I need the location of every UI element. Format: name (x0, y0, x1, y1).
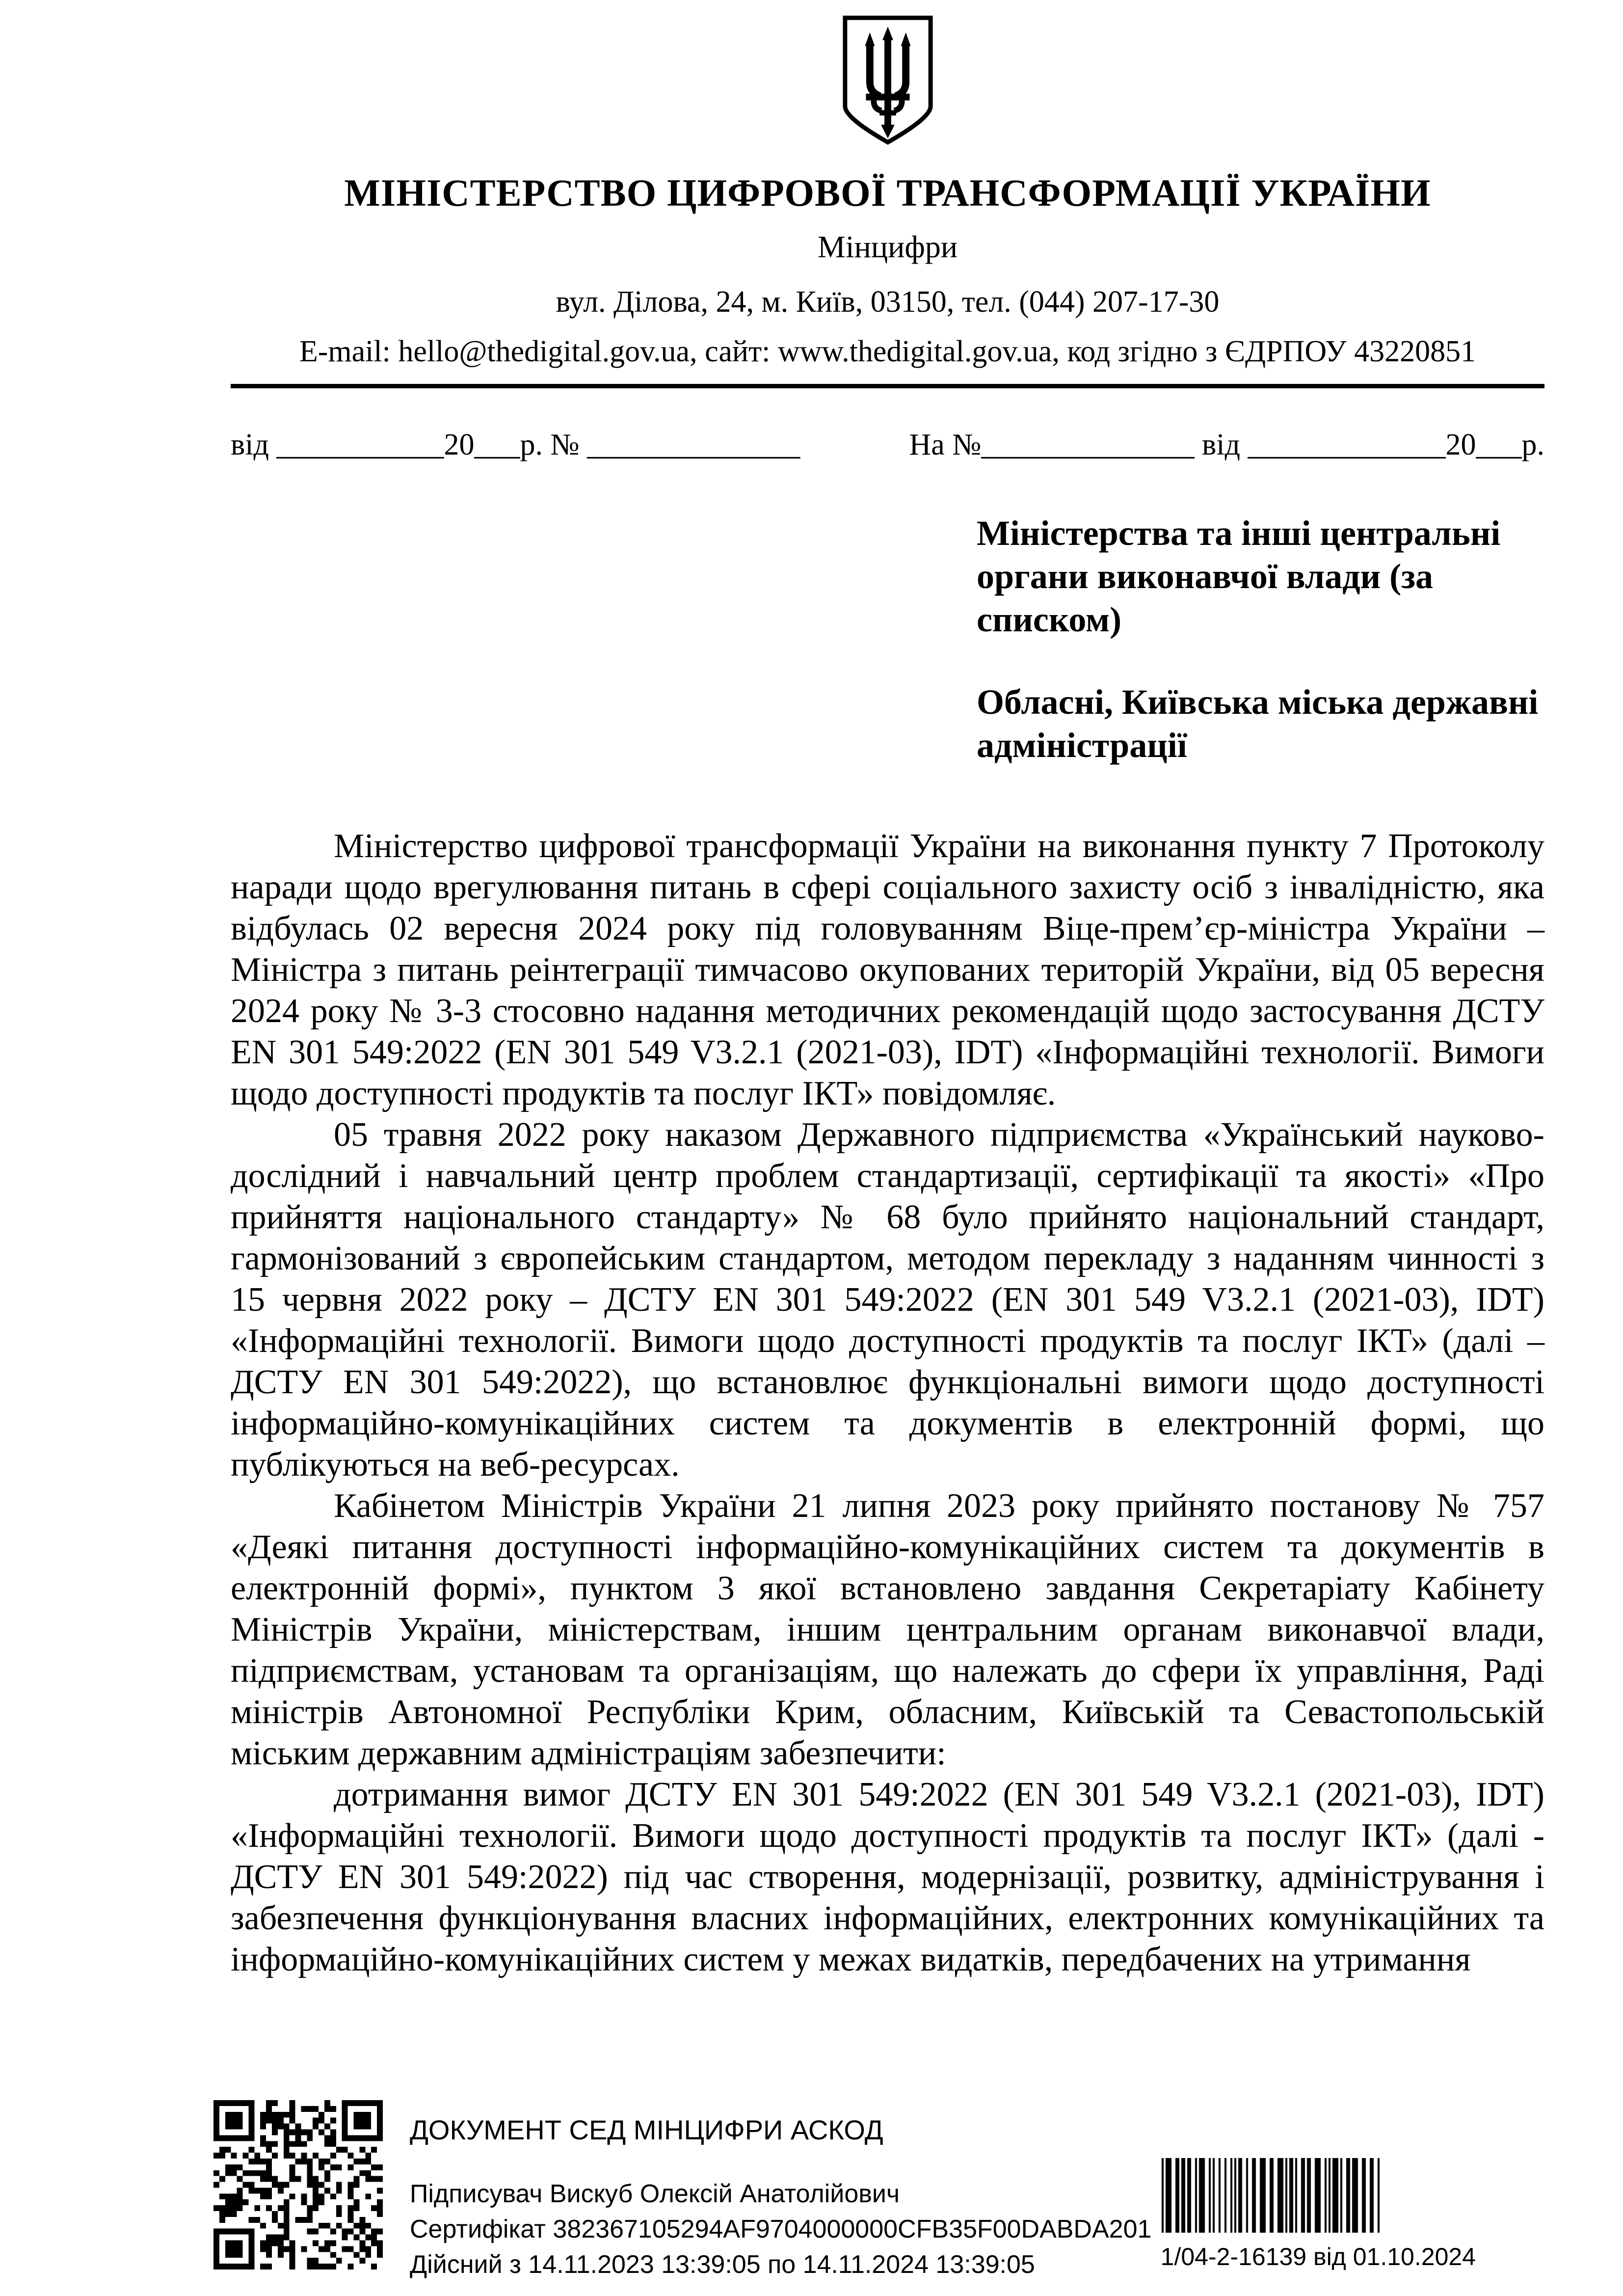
validity-line: Дійсний з 14.11.2023 13:39:05 по 14.11.2024 13:39:05 (410, 2250, 1035, 2279)
signer-block (410, 2176, 1151, 2282)
body-paragraph: 05 травня 2022 року наказом Державного підприємства «Український науково-дослідний і навчальний центр проблем стандартизації, сертифікації та якості» «Про прийняття національного стандарту» № 68 було прийнято національний стандарт, гармонізований з європейським стандартом, методом перекладу з наданням чинності з 15 червня 2022 року – ДСТУ EN 301 549:2022 (EN 301 549 V3.2.1 (2021-03), IDT) «Інформаційні технології. Вимоги щодо доступності продуктів та послуг ІКТ» (далі – ДСТУ EN 301 549:2022), що встановлює функціональні вимоги щодо доступності інформаційно-комунікаційних систем та документів в електронній формі, що публікуються на веб-ресурсах. (231, 1116, 1544, 1484)
barcode (1161, 2158, 1384, 2233)
body-paragraph: дотримання вимог ДСТУ EN 301 549:2022 (EN 301 549 V3.2.1 (2021-03), IDT) «Інформаційні технології. Вимоги щодо доступності продуктів та послуг ІКТ» (далі - ДСТУ EN 301 549:2022) під час створення, модернізації, розвитку, адміністрування і забезпечення функціонування власних інформаційних, електронних комунікаційних та інформаційно-комунікаційних систем у межах видатків, передбачених на утримання (231, 1776, 1544, 1978)
letter-body (231, 826, 1544, 1980)
qr-code (213, 2100, 383, 2269)
registration-number: 1/04-2-16139 від 01.10.2024 (1160, 2243, 1476, 2270)
body-paragraph: Кабінетом Міністрів України 21 липня 2023 року прийнято постанову № 757 «Деякі питання доступності інформаційно-комунікаційних систем та документів в електронній формі», пунктом 3 якої встановлено завдання Секретаріату Кабінету Міністрів України, міністерствам, іншим центральним органам виконавчої влади, підприємствам, установам та організаціям, що належать до сфери їх управління, Раді міністрів Автономної Республіки Крим, обласним, Київській та Севастопольській міським державним адміністраціям забезпечити: (231, 1487, 1544, 1772)
body-paragraph: Міністерство цифрової трансформації України на виконання пункту 7 Протоколу наради щодо врегулювання питань в сфері соціального захисту осіб з інвалідністю, яка відбулась 02 вересня 2024 року під головуванням Віце-прем’єр-міністра України – Міністра з питань реінтеграції тимчасово окупованих територій України, від 05 вересня 2024 року № 3-3 стосовно надання методичних рекомендацій щодо застосування ДСТУ EN 301 549:2022 (EN 301 549 V3.2.1 (2021-03), IDT) «Інформаційні технології. Вимоги щодо доступності продуктів та послуг ІКТ» повідомляє. (231, 827, 1544, 1112)
reference-line (231, 428, 1544, 462)
emblem-wrap (231, 15, 1544, 147)
barcode-block (1161, 2100, 1476, 2271)
address-line: вул. Ділова, 24, м. Київ, 03150, тел. (044) 207-17-30 (556, 285, 1220, 319)
doc-system-label: ДОКУМЕНТ СЕД МІНЦИФРИ АСКОД (410, 2114, 883, 2145)
signer-line: Підписувач Вискуб Олексій Анатолійович (410, 2180, 900, 2208)
recipient-block (977, 512, 1551, 767)
signature-footer (213, 2100, 1544, 2282)
reference-outgoing: від ___________20___р. № ______________ (231, 428, 800, 461)
reference-incoming: На №______________ від _____________20___р. (909, 428, 1544, 461)
ministry-name: МІНІСТЕРСТВО ЦИФРОВОЇ ТРАНСФОРМАЦІЇ УКРАЇНИ (344, 171, 1431, 214)
signature-info (410, 2100, 1151, 2282)
recipient-item: Обласні, Київська міська державні адміністрації (977, 682, 1539, 765)
recipient-item: Міністерства та інші центральні органи виконавчої влади (за списком) (977, 513, 1501, 639)
ministry-short-name: Мінцифри (817, 229, 958, 264)
contacts-line: E-mail: hello@thedigital.gov.ua, сайт: www.thedigital.gov.ua, код згідно з ЄДРПОУ 43220851 (299, 335, 1476, 368)
trident-emblem-icon (839, 15, 936, 146)
letterhead-divider (231, 384, 1544, 388)
letterhead (231, 15, 1544, 388)
certificate-line: Сертифікат 382367105294AF9704000000CFB35F00DABDA201 (410, 2215, 1152, 2243)
